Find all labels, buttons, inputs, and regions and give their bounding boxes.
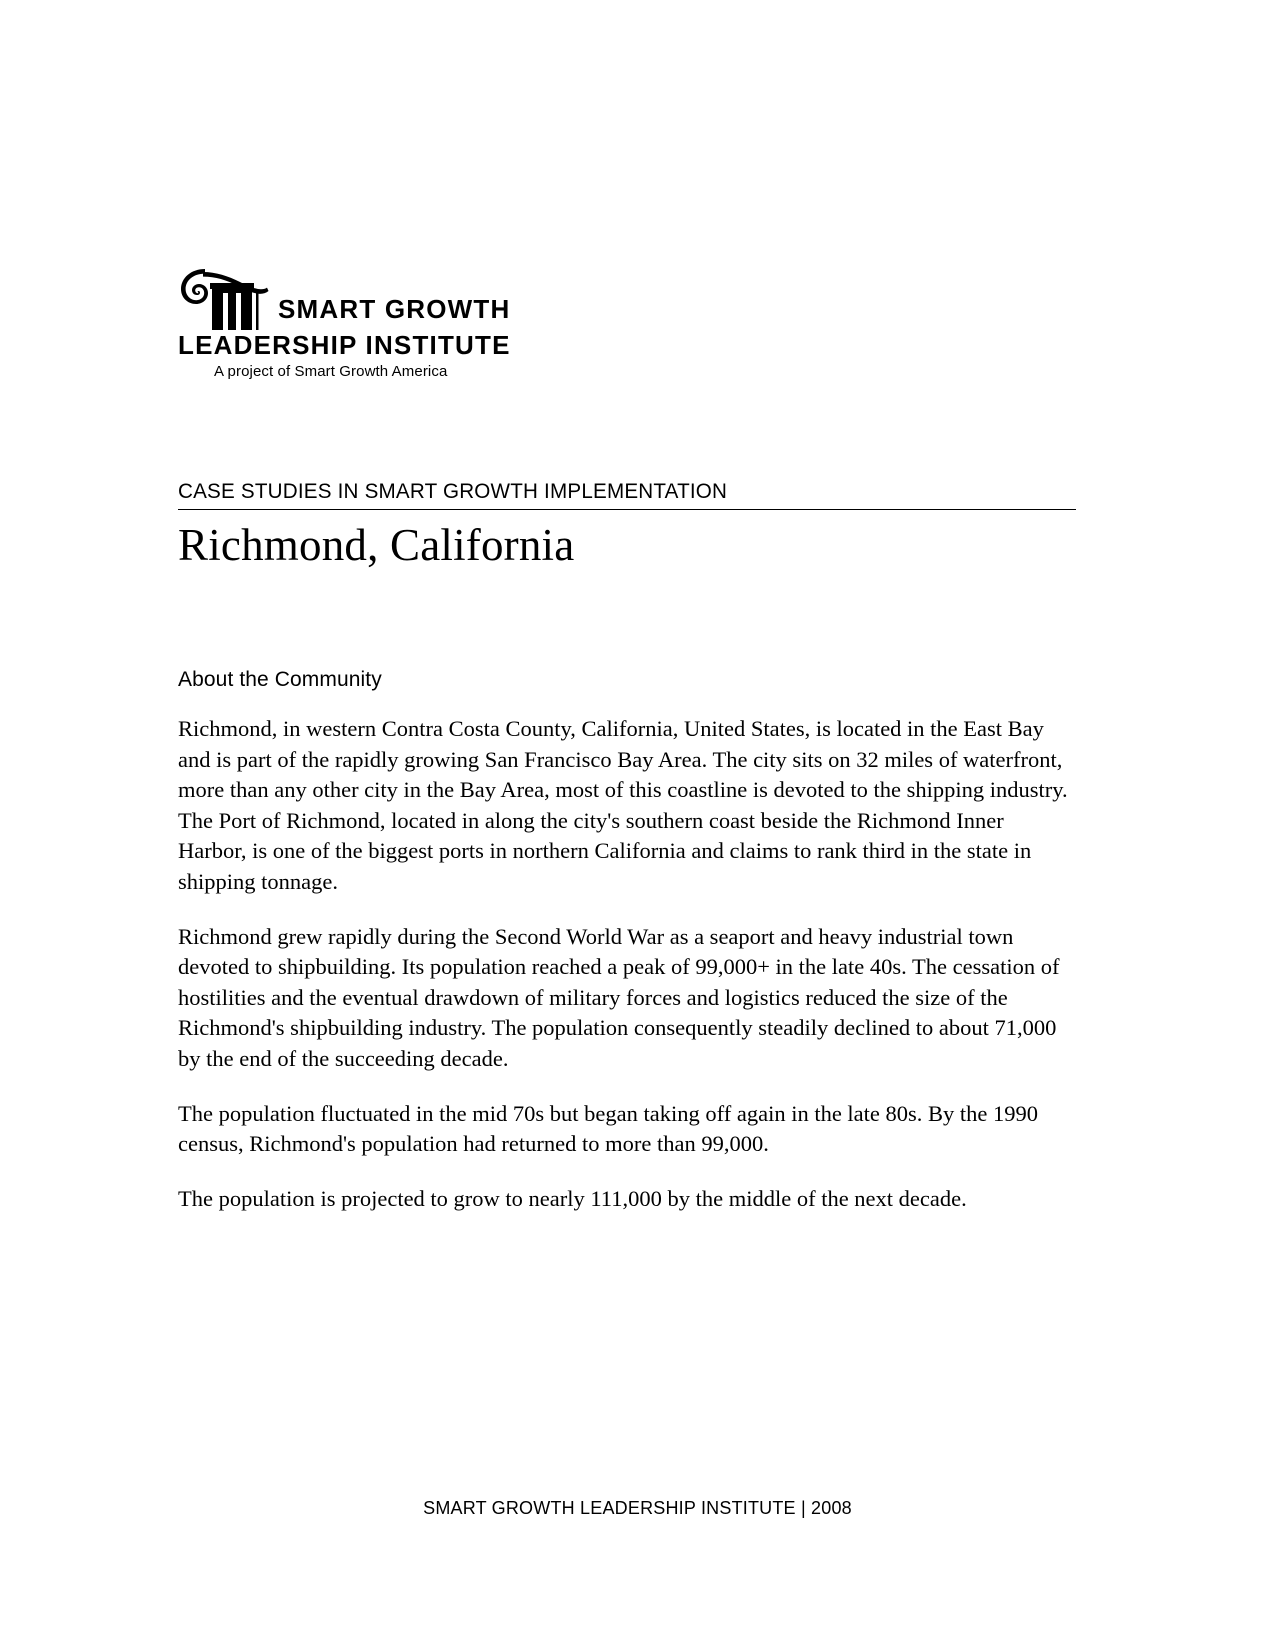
body-paragraph: The population is projected to grow to nearly 111,000 by the middle of the next decade. bbox=[178, 1185, 967, 1211]
title-block bbox=[178, 478, 1076, 602]
page-title: Richmond, California bbox=[178, 519, 575, 570]
organization-logo bbox=[178, 262, 518, 380]
logo-row bbox=[178, 262, 518, 330]
logo-wordmark-line1: SMART GROWTH bbox=[278, 294, 511, 324]
body-content bbox=[178, 668, 1068, 1214]
series-eyebrow: CASE STUDIES IN SMART GROWTH IMPLEMENTATION bbox=[178, 479, 728, 503]
title-divider bbox=[178, 509, 1076, 510]
body-paragraph: The population fluctuated in the mid 70s but began taking off again in the late 80s. By the 1990 census, Richmond's population had returned to more than 99,000. bbox=[178, 1100, 1039, 1157]
logo-tagline: A project of Smart Growth America bbox=[214, 363, 448, 380]
body-paragraph: Richmond, in western Contra Costa County, California, United States, is located in the East Bay and is part of the rapidly growing San Francisco Bay Area. The city sits on 32 miles of waterfront, more than any other city in the Bay Area, most of this coastline is devoted to the shipping industry. The Port of Richmond, located in along the city's southern coast beside the Richmond Inner Harbor, is one of the biggest ports in northern California and claims to rank third in the state in shipping tonnage. bbox=[178, 716, 1068, 894]
page-footer: SMART GROWTH LEADERSHIP INSTITUTE | 2008 bbox=[423, 1498, 852, 1518]
body-paragraph: Richmond grew rapidly during the Second World War as a seaport and heavy industrial town devoted to shipbuilding. Its population reached a peak of 99,000+ in the late 40s. The cessation of hostilities and the eventual drawdown of military forces and logistics reduced the size of the Richmond's shipbuilding industry. The population consequently steadily declined to about 71,000 by the end of the succeeding decade. bbox=[178, 923, 1060, 1071]
section-heading-about-the-community: About the Community bbox=[178, 668, 382, 691]
ionic-column-scroll-logo-icon bbox=[178, 262, 270, 330]
logo-wordmark-line2: LEADERSHIP INSTITUTE bbox=[178, 330, 511, 360]
